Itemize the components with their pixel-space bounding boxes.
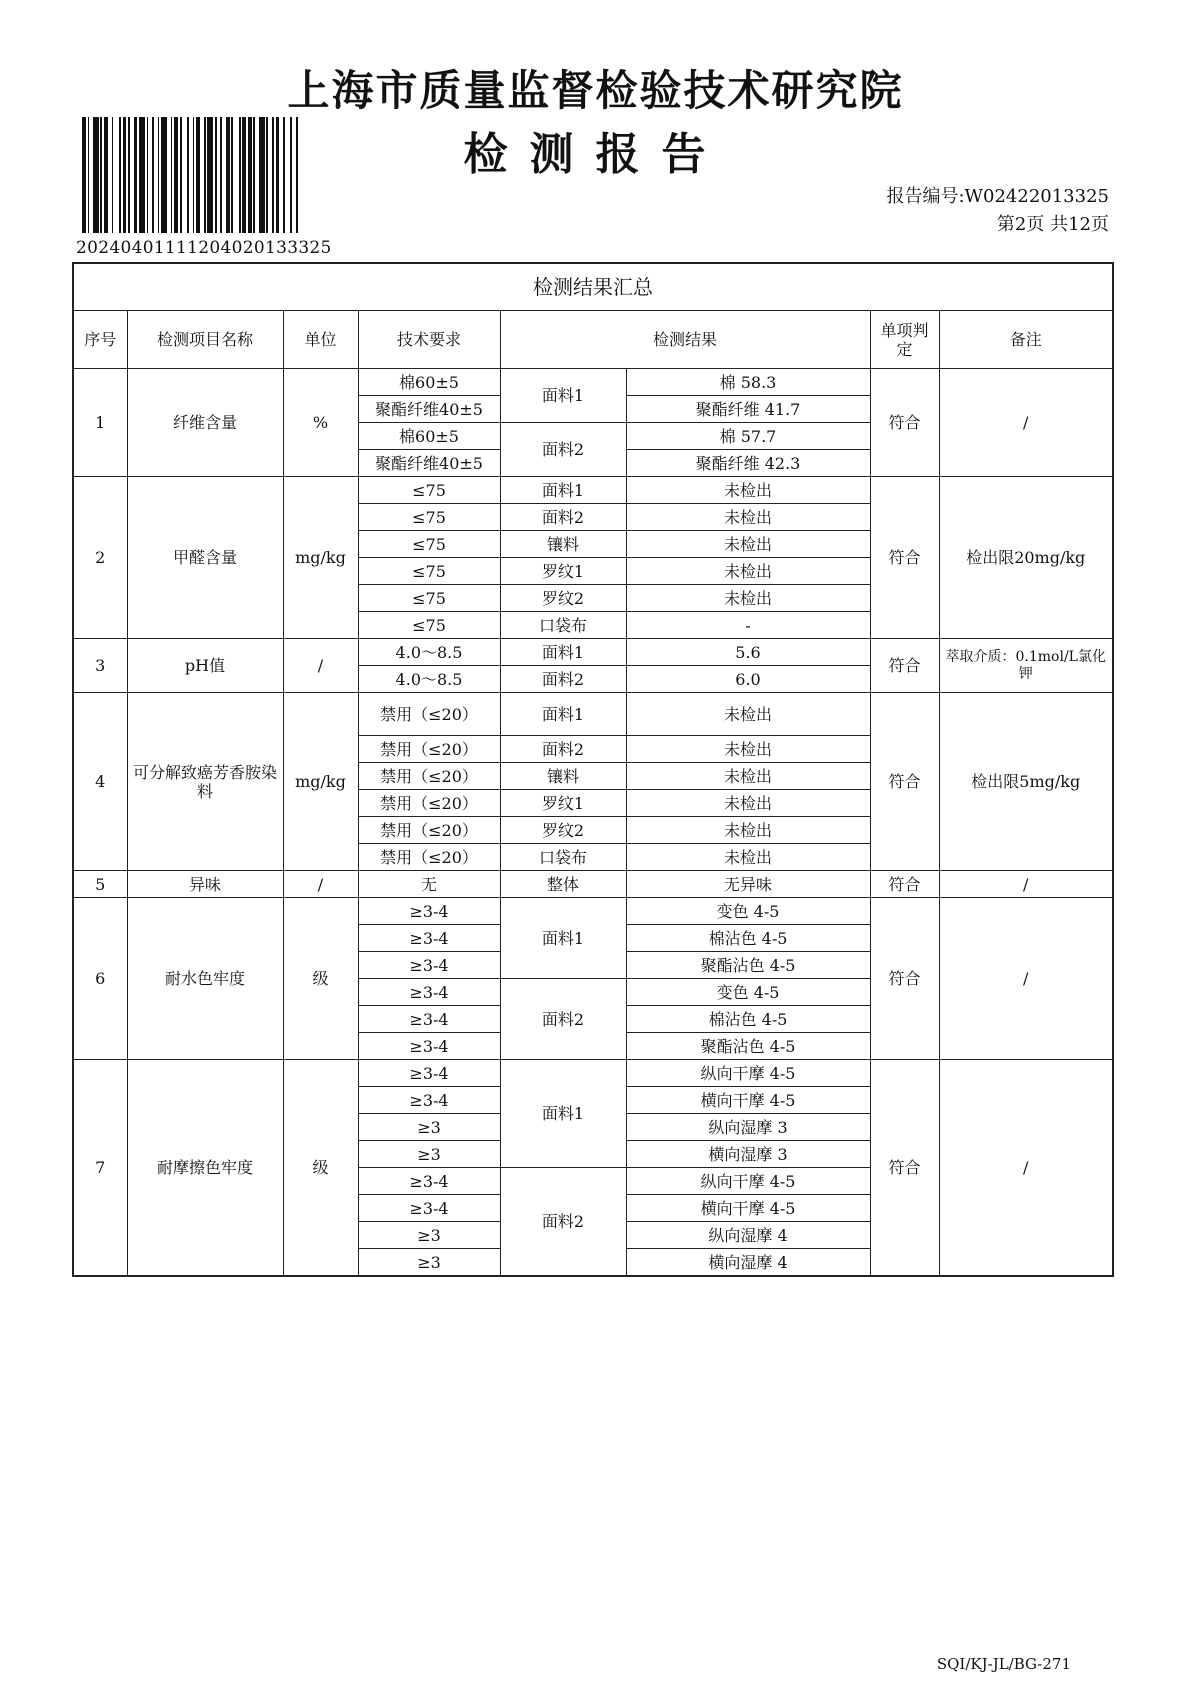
seq-cell: 3 xyxy=(73,639,127,693)
item-name-cell: 耐水色牢度 xyxy=(127,898,283,1060)
header-requirement: 技术要求 xyxy=(358,311,500,369)
requirement-cell: ≥3-4 xyxy=(358,1033,500,1060)
organization-name: 上海市质量监督检验技术研究院 xyxy=(287,66,904,115)
page-info: 第2页 共12页 xyxy=(996,214,1109,235)
requirement-cell: 禁用（≤20） xyxy=(358,763,500,790)
part-cell: 罗纹1 xyxy=(500,558,626,585)
requirement-cell: ≤75 xyxy=(358,531,500,558)
result-cell: 未检出 xyxy=(626,558,870,585)
part-cell: 镶料 xyxy=(500,531,626,558)
part-cell: 面料2 xyxy=(500,423,626,477)
unit-cell: 级 xyxy=(283,1060,358,1277)
result-cell: 棉沾色 4-5 xyxy=(626,925,870,952)
seq-cell: 6 xyxy=(73,898,127,1060)
result-cell: 横向干摩 4-5 xyxy=(626,1087,870,1114)
part-cell: 面料2 xyxy=(500,736,626,763)
result-cell: 未检出 xyxy=(626,504,870,531)
table-row xyxy=(73,369,1113,396)
judgement-cell: 符合 xyxy=(870,477,939,639)
result-cell: 未检出 xyxy=(626,844,870,871)
requirement-cell: 聚酯纤维40±5 xyxy=(358,396,500,423)
part-cell: 面料2 xyxy=(500,1168,626,1277)
requirement-cell: ≥3-4 xyxy=(358,952,500,979)
result-cell: 未检出 xyxy=(626,585,870,612)
seq-cell: 2 xyxy=(73,477,127,639)
result-cell: 变色 4-5 xyxy=(626,979,870,1006)
result-cell: 未检出 xyxy=(626,817,870,844)
table-title: 检测结果汇总 xyxy=(73,263,1113,311)
report-number: 报告编号:W02422013325 xyxy=(886,186,1109,207)
result-cell: 纵向干摩 4-5 xyxy=(626,1060,870,1087)
item-name-cell: 可分解致癌芳香胺染料 xyxy=(127,693,283,871)
part-cell: 罗纹2 xyxy=(500,817,626,844)
header-result: 检测结果 xyxy=(500,311,870,369)
results-summary-table xyxy=(72,262,1114,1277)
requirement-cell: ≥3-4 xyxy=(358,1195,500,1222)
remark-cell: 检出限5mg/kg xyxy=(939,693,1113,871)
part-cell: 面料2 xyxy=(500,666,626,693)
header-item: 检测项目名称 xyxy=(127,311,283,369)
table-row xyxy=(73,1060,1113,1087)
seq-cell: 7 xyxy=(73,1060,127,1277)
requirement-cell: 禁用（≤20） xyxy=(358,790,500,817)
requirement-cell: 棉60±5 xyxy=(358,423,500,450)
requirement-cell: ≥3-4 xyxy=(358,1087,500,1114)
requirement-cell: ≤75 xyxy=(358,504,500,531)
part-cell: 面料2 xyxy=(500,504,626,531)
requirement-cell: ≥3-4 xyxy=(358,1006,500,1033)
result-cell: - xyxy=(626,612,870,639)
part-cell: 面料1 xyxy=(500,693,626,736)
requirement-cell: ≥3-4 xyxy=(358,925,500,952)
table-row xyxy=(73,639,1113,666)
result-cell: 横向湿摩 4 xyxy=(626,1249,870,1277)
requirement-cell: ≥3 xyxy=(358,1222,500,1249)
result-cell: 未检出 xyxy=(626,790,870,817)
unit-cell: % xyxy=(283,369,358,477)
result-cell: 5.6 xyxy=(626,639,870,666)
part-cell: 镶料 xyxy=(500,763,626,790)
barcode-image xyxy=(82,117,300,233)
table-row xyxy=(73,477,1113,504)
requirement-cell: 4.0～8.5 xyxy=(358,639,500,666)
item-name-cell: 甲醛含量 xyxy=(127,477,283,639)
judgement-cell: 符合 xyxy=(870,1060,939,1277)
result-cell: 横向湿摩 3 xyxy=(626,1141,870,1168)
result-cell: 6.0 xyxy=(626,666,870,693)
result-cell: 无异味 xyxy=(626,871,870,898)
unit-cell: 级 xyxy=(283,898,358,1060)
part-cell: 面料2 xyxy=(500,979,626,1060)
remark-cell: / xyxy=(939,871,1113,898)
part-cell: 面料1 xyxy=(500,898,626,979)
requirement-cell: 禁用（≤20） xyxy=(358,693,500,736)
unit-cell: / xyxy=(283,871,358,898)
document-title: 检测报告 xyxy=(463,129,728,180)
unit-cell: / xyxy=(283,639,358,693)
requirement-cell: 禁用（≤20） xyxy=(358,817,500,844)
part-cell: 罗纹2 xyxy=(500,585,626,612)
remark-cell: / xyxy=(939,1060,1113,1277)
judgement-cell: 符合 xyxy=(870,898,939,1060)
requirement-cell: 禁用（≤20） xyxy=(358,844,500,871)
table-row xyxy=(73,693,1113,736)
table-row xyxy=(73,898,1113,925)
result-cell: 未检出 xyxy=(626,736,870,763)
result-cell: 未检出 xyxy=(626,763,870,790)
item-name-cell: 异味 xyxy=(127,871,283,898)
table-row xyxy=(73,871,1113,898)
requirement-cell: ≤75 xyxy=(358,585,500,612)
item-name-cell: 耐摩擦色牢度 xyxy=(127,1060,283,1277)
requirement-cell: 禁用（≤20） xyxy=(358,736,500,763)
barcode-bar xyxy=(298,117,300,233)
result-cell: 聚酯纤维 41.7 xyxy=(626,396,870,423)
seq-cell: 5 xyxy=(73,871,127,898)
barcode-number: 20240401111204020133325 xyxy=(76,238,332,258)
requirement-cell: ≥3-4 xyxy=(358,1168,500,1195)
result-cell: 棉沾色 4-5 xyxy=(626,1006,870,1033)
requirement-cell: ≥3-4 xyxy=(358,979,500,1006)
remark-cell: / xyxy=(939,898,1113,1060)
result-cell: 纵向湿摩 4 xyxy=(626,1222,870,1249)
header-judgement: 单项判定 xyxy=(870,311,939,369)
result-cell: 未检出 xyxy=(626,693,870,736)
result-cell: 聚酯沾色 4-5 xyxy=(626,1033,870,1060)
remark-cell: / xyxy=(939,369,1113,477)
judgement-cell: 符合 xyxy=(870,639,939,693)
requirement-cell: ≤75 xyxy=(358,558,500,585)
part-cell: 面料1 xyxy=(500,369,626,423)
requirement-cell: ≥3-4 xyxy=(358,1060,500,1087)
part-cell: 罗纹1 xyxy=(500,790,626,817)
form-code: SQI/KJ-JL/BG-271 xyxy=(936,1655,1071,1673)
judgement-cell: 符合 xyxy=(870,871,939,898)
result-cell: 聚酯纤维 42.3 xyxy=(626,450,870,477)
judgement-cell: 符合 xyxy=(870,369,939,477)
seq-cell: 1 xyxy=(73,369,127,477)
item-name-cell: pH值 xyxy=(127,639,283,693)
result-cell: 纵向干摩 4-5 xyxy=(626,1168,870,1195)
requirement-cell: ≤75 xyxy=(358,477,500,504)
remark-cell: 萃取介质：0.1mol/L氯化钾 xyxy=(939,639,1113,693)
unit-cell: mg/kg xyxy=(283,477,358,639)
item-name-cell: 纤维含量 xyxy=(127,369,283,477)
header-unit: 单位 xyxy=(283,311,358,369)
part-cell: 整体 xyxy=(500,871,626,898)
part-cell: 面料1 xyxy=(500,477,626,504)
result-cell: 未检出 xyxy=(626,531,870,558)
part-cell: 面料1 xyxy=(500,639,626,666)
unit-cell: mg/kg xyxy=(283,693,358,871)
requirement-cell: ≥3-4 xyxy=(358,898,500,925)
seq-cell: 4 xyxy=(73,693,127,871)
requirement-cell: 无 xyxy=(358,871,500,898)
requirement-cell: ≥3 xyxy=(358,1114,500,1141)
part-cell: 面料1 xyxy=(500,1060,626,1168)
part-cell: 口袋布 xyxy=(500,612,626,639)
remark-cell: 检出限20mg/kg xyxy=(939,477,1113,639)
result-cell: 变色 4-5 xyxy=(626,898,870,925)
header-seq: 序号 xyxy=(73,311,127,369)
requirement-cell: 棉60±5 xyxy=(358,369,500,396)
result-cell: 棉 57.7 xyxy=(626,423,870,450)
header-remark: 备注 xyxy=(939,311,1113,369)
requirement-cell: 聚酯纤维40±5 xyxy=(358,450,500,477)
requirement-cell: 4.0～8.5 xyxy=(358,666,500,693)
result-cell: 未检出 xyxy=(626,477,870,504)
result-cell: 纵向湿摩 3 xyxy=(626,1114,870,1141)
result-cell: 棉 58.3 xyxy=(626,369,870,396)
result-cell: 聚酯沾色 4-5 xyxy=(626,952,870,979)
requirement-cell: ≥3 xyxy=(358,1141,500,1168)
judgement-cell: 符合 xyxy=(870,693,939,871)
part-cell: 口袋布 xyxy=(500,844,626,871)
requirement-cell: ≥3 xyxy=(358,1249,500,1277)
result-cell: 横向干摩 4-5 xyxy=(626,1195,870,1222)
requirement-cell: ≤75 xyxy=(358,612,500,639)
